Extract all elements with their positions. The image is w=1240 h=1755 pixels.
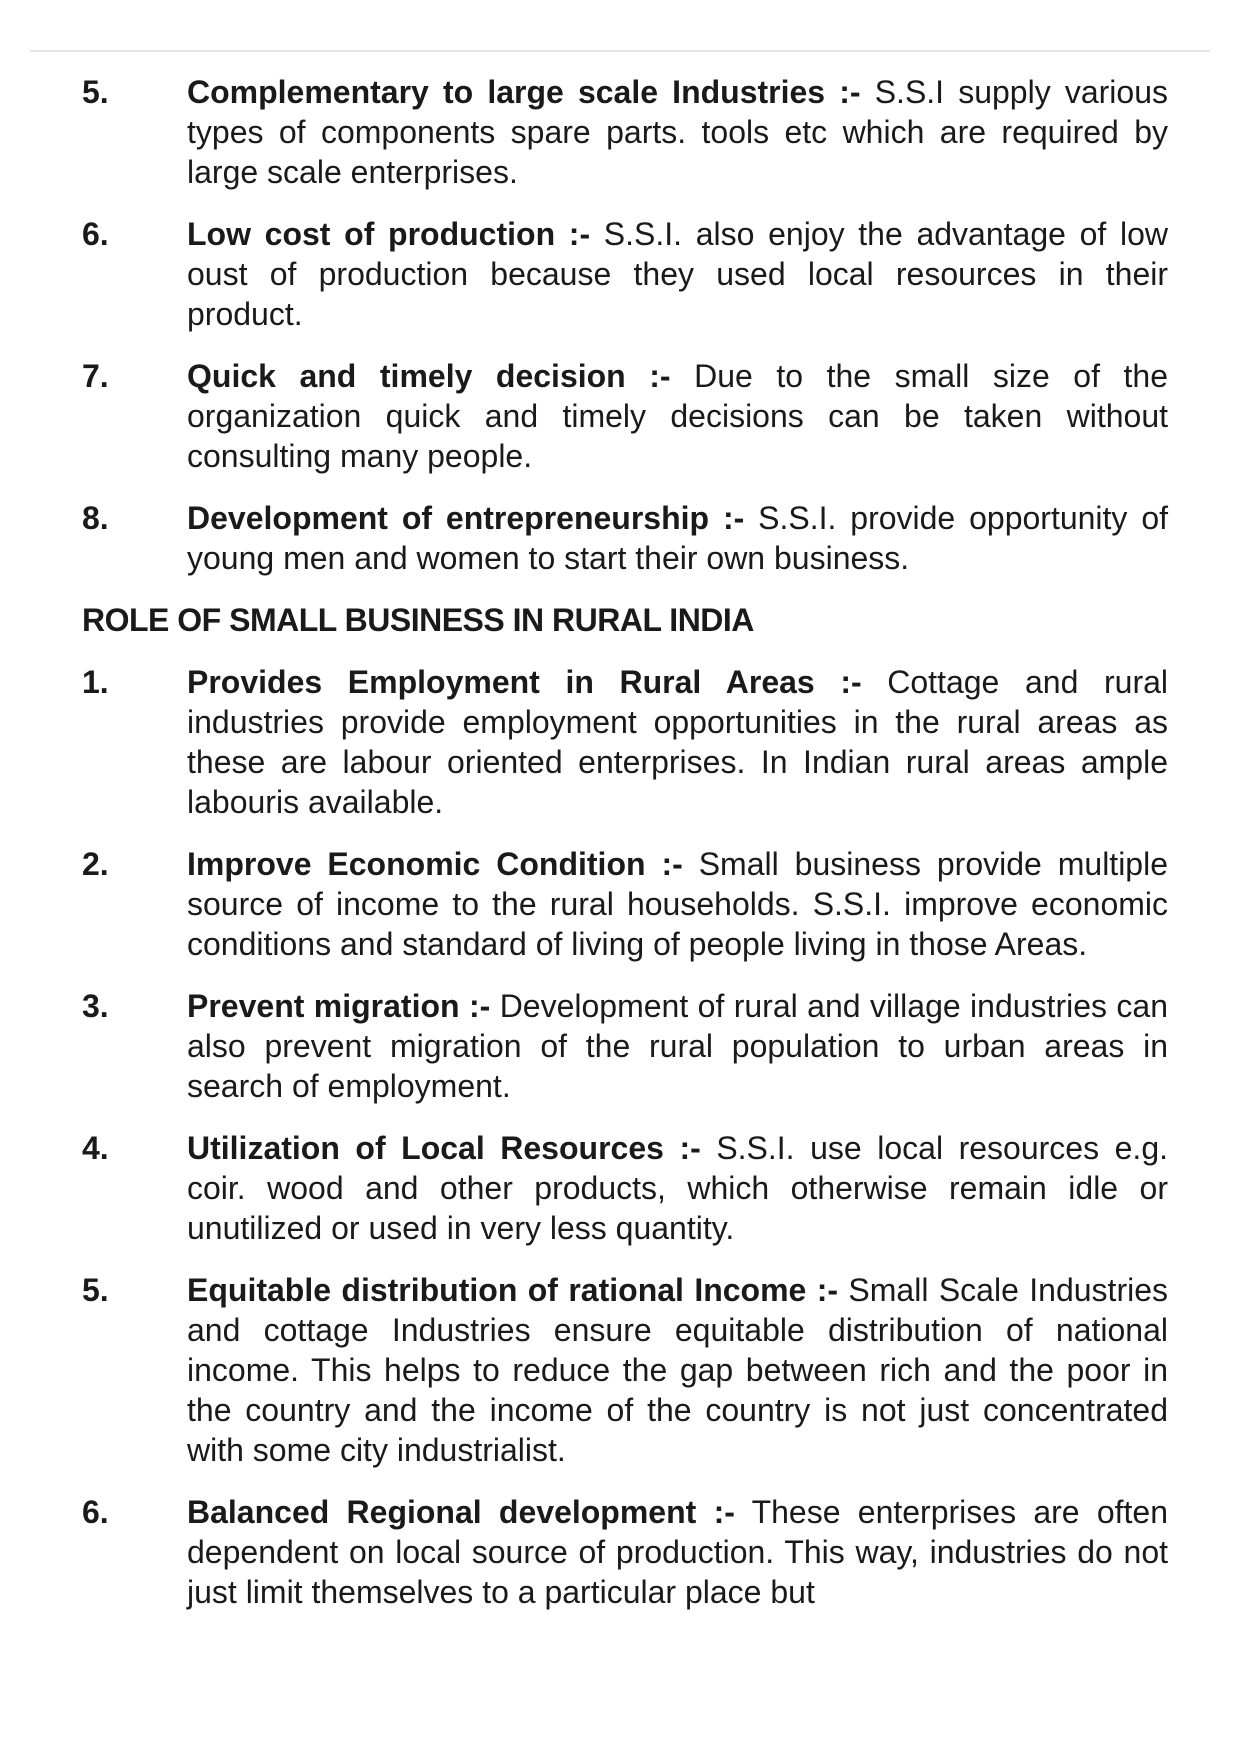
top-divider xyxy=(30,50,1210,52)
list-item xyxy=(82,986,1168,1106)
item-body: Development of rural and village industries can also prevent migration of the rural population to urban areas in search of employment. xyxy=(187,988,1169,1104)
item-title: Prevent migration :- xyxy=(187,988,491,1024)
item-body: Small business provide multiple source of income to the rural households. S.S.I. improve economic conditions and standard of living of people living in those Areas. xyxy=(187,846,1169,962)
item-body: S.S.I. use local resources e.g. coir. wood and other products, which otherwise remain idle or unutilized or used in very less quantity. xyxy=(187,1130,1169,1246)
item-text xyxy=(187,1492,1168,1612)
item-text xyxy=(187,844,1168,964)
item-text xyxy=(187,662,1168,822)
list-item xyxy=(82,844,1168,964)
item-number: 2. xyxy=(82,846,109,882)
item-number: 8. xyxy=(82,500,109,536)
item-title: Complementary to large scale Industries :- xyxy=(187,74,861,110)
item-body: These enterprises are often dependent on local source of production. This way, industries do not just limit themselves to a particular place but xyxy=(187,1494,1169,1610)
item-title: Low cost of production :- xyxy=(187,216,591,252)
list-item xyxy=(82,72,1168,192)
item-body: Due to the small size of the organization quick and timely decisions can be taken without consulting many people. xyxy=(187,358,1169,474)
list-item xyxy=(82,662,1168,822)
item-body: S.S.I. also enjoy the advantage of low oust of production because they used local resources in their product. xyxy=(187,216,1169,332)
item-body: S.S.I. provide opportunity of young men and women to start their own business. xyxy=(187,500,1169,576)
item-text xyxy=(187,356,1168,476)
list-item xyxy=(82,498,1168,578)
item-number: 7. xyxy=(82,358,109,394)
item-title: Equitable distribution of rational Income :- xyxy=(187,1272,839,1308)
item-title: Development of entrepreneurship :- xyxy=(187,500,745,536)
item-body: Cottage and rural industries provide employment opportunities in the rural areas as these are labour oriented enterprises. In Indian rural areas ample labouris available. xyxy=(187,664,1168,820)
item-title: Balanced Regional development :- xyxy=(187,1494,735,1530)
item-text xyxy=(187,72,1168,192)
item-text xyxy=(187,214,1168,334)
list-item xyxy=(82,214,1168,334)
item-number: 4. xyxy=(82,1130,109,1166)
item-number: 1. xyxy=(82,664,109,700)
item-title: Utilization of Local Resources :- xyxy=(187,1130,701,1166)
list-item xyxy=(82,1128,1168,1248)
item-title: Provides Employment in Rural Areas :- xyxy=(187,664,862,700)
list-item xyxy=(82,1270,1168,1470)
item-title: Improve Economic Condition :- xyxy=(187,846,683,882)
item-text xyxy=(187,986,1168,1106)
item-number: 6. xyxy=(82,1494,109,1530)
item-title: Quick and timely decision :- xyxy=(187,358,671,394)
item-text xyxy=(187,498,1168,578)
item-number: 6. xyxy=(82,216,109,252)
item-text xyxy=(187,1270,1168,1470)
item-number: 5. xyxy=(82,1272,109,1308)
item-text xyxy=(187,1128,1168,1248)
list-item xyxy=(82,356,1168,476)
item-number: 3. xyxy=(82,988,109,1024)
item-number: 5. xyxy=(82,74,109,110)
document-page xyxy=(82,72,1168,1634)
section-heading: ROLE OF SMALL BUSINESS IN RURAL INDIA xyxy=(82,602,754,638)
page-bottom-crop xyxy=(0,1714,1240,1755)
item-body: Small Scale Industries and cottage Industries ensure equitable distribution of national income. This helps to reduce the gap between rich and the poor in the country and the income of the country is not just concentrated with some city industrialist. xyxy=(187,1272,1169,1468)
item-body: S.S.I supply various types of components spare parts. tools etc which are required by large scale enterprises. xyxy=(187,74,1169,190)
list-item xyxy=(82,1492,1168,1612)
